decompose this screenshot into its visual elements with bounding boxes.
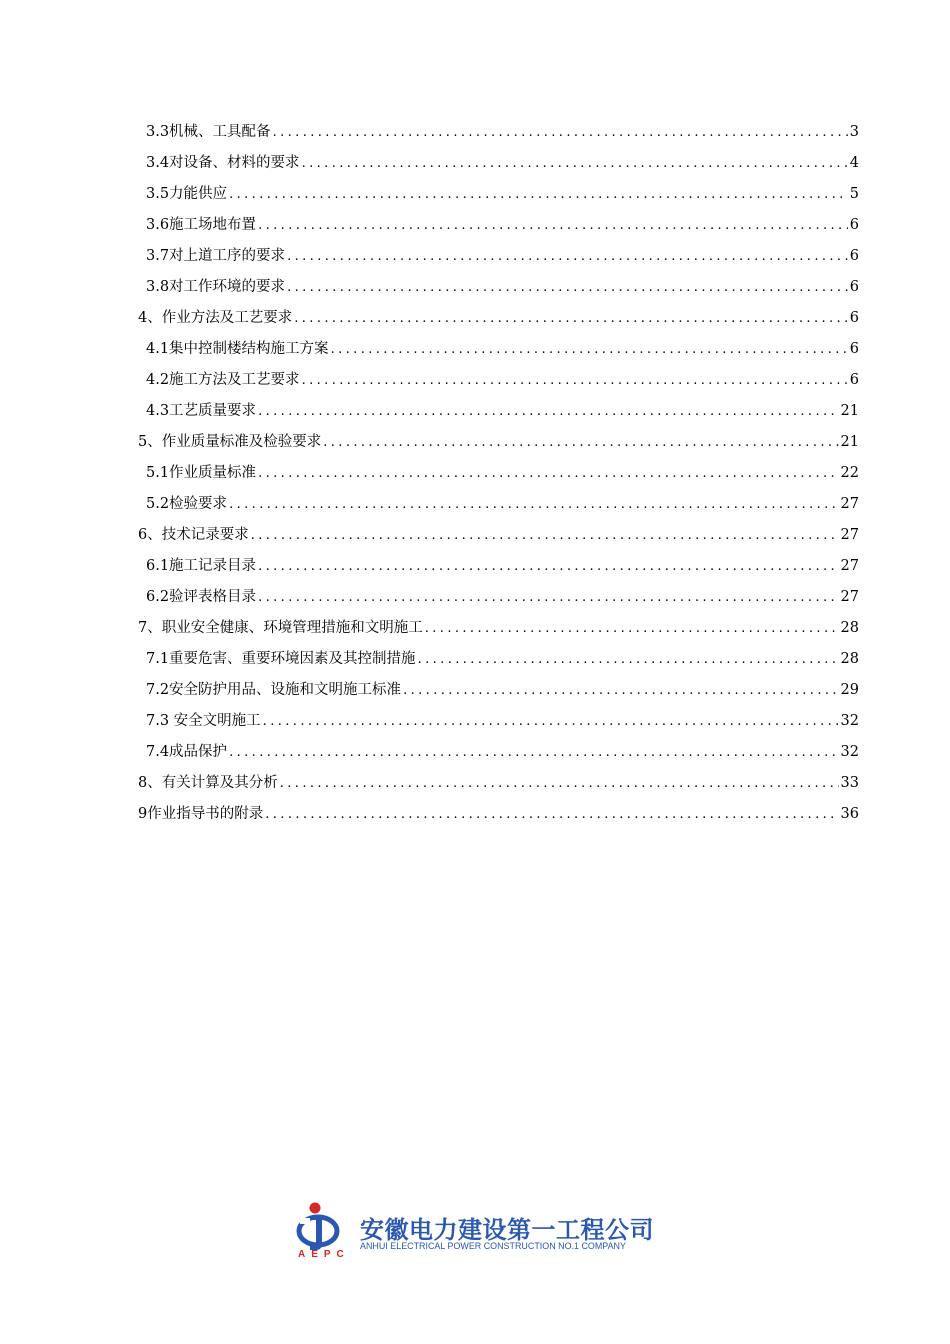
toc-entry-page: 27 — [840, 527, 859, 543]
toc-entry[interactable] — [146, 583, 859, 607]
toc-entry-label: 9作业指导书的附录 — [138, 806, 264, 822]
toc-entry[interactable] — [146, 459, 859, 483]
toc-entry-page: 27 — [840, 589, 859, 605]
toc-entry[interactable] — [138, 428, 859, 452]
toc-entry-page: 6 — [849, 372, 859, 388]
toc-entry-label: 7、职业安全健康、环境管理措施和文明施工 — [138, 620, 423, 636]
toc-entry[interactable] — [146, 707, 859, 731]
toc-entry-page: 33 — [840, 775, 859, 791]
toc-entry-label: 3.6施工场地布置 — [146, 217, 257, 233]
toc-entry-page: 6 — [849, 248, 859, 264]
toc-entry-page: 32 — [840, 744, 859, 760]
toc-entry[interactable] — [146, 211, 859, 235]
toc-leader-dots — [294, 310, 848, 328]
toc-entry[interactable] — [146, 738, 859, 762]
logo-abbreviation: AEPC — [298, 1249, 350, 1260]
toc-entry-label: 3.3机械、工具配备 — [146, 124, 271, 140]
toc-leader-dots — [229, 186, 848, 204]
toc-entry[interactable] — [146, 118, 859, 142]
toc-entry[interactable] — [146, 552, 859, 576]
toc-entry-page: 3 — [849, 124, 859, 140]
toc-entry-page: 28 — [840, 620, 859, 636]
toc-entry-page: 5 — [849, 186, 859, 202]
toc-entry[interactable] — [146, 397, 859, 421]
toc-entry[interactable] — [138, 614, 859, 638]
toc-entry[interactable] — [146, 676, 859, 700]
toc-entry-page: 4 — [849, 155, 859, 171]
toc-entry[interactable] — [146, 149, 859, 173]
toc-leader-dots — [323, 434, 838, 452]
toc-leader-dots — [403, 682, 838, 700]
toc-entry[interactable] — [146, 490, 859, 514]
toc-entry-label: 4.3工艺质量要求 — [146, 403, 257, 419]
toc-entry-page: 22 — [840, 465, 859, 481]
toc-entry-label: 4.2施工方法及工艺要求 — [146, 372, 300, 388]
toc-entry-page: 36 — [840, 806, 859, 822]
toc-entry-label: 5.2检验要求 — [146, 496, 228, 512]
toc-entry-label: 3.8对工作环境的要求 — [146, 279, 286, 295]
toc-entry-label: 6.1施工记录目录 — [146, 558, 257, 574]
toc-entry-label: 7.3 安全文明施工 — [146, 713, 261, 729]
toc-entry-label: 8、有关计算及其分析 — [138, 775, 278, 791]
toc-leader-dots — [302, 372, 848, 390]
toc-entry-page: 29 — [840, 682, 859, 698]
toc-entry[interactable] — [138, 800, 859, 824]
toc-leader-dots — [418, 651, 839, 669]
toc-entry-label: 7.2安全防护用品、设施和文明施工标准 — [146, 682, 402, 698]
toc-entry-label: 7.1重要危害、重要环境因素及其控制措施 — [146, 651, 416, 667]
toc-entry-page: 6 — [849, 341, 859, 357]
toc-entry-page: 27 — [840, 558, 859, 574]
toc-entry-label: 4、作业方法及工艺要求 — [138, 310, 293, 326]
toc-entry[interactable] — [146, 273, 859, 297]
toc-entry[interactable] — [138, 769, 859, 793]
toc-leader-dots — [287, 248, 848, 266]
toc-entry-label: 5、作业质量标准及检验要求 — [138, 434, 322, 450]
toc-leader-dots — [258, 403, 838, 421]
toc-entry-page: 6 — [849, 279, 859, 295]
toc-leader-dots — [258, 217, 848, 235]
toc-leader-dots — [229, 744, 838, 762]
toc-entry-label: 4.1集中控制楼结构施工方案 — [146, 341, 329, 357]
toc-entry[interactable] — [138, 304, 859, 328]
toc-entry-label: 6、技术记录要求 — [138, 527, 249, 543]
logo-company-name-en: ANHUI ELECTRICAL POWER CONSTRUCTION NO.1 COMPANY — [360, 1241, 626, 1252]
toc-leader-dots — [280, 775, 839, 793]
toc-entry[interactable] — [146, 180, 859, 204]
toc-entry-label: 7.4成品保护 — [146, 744, 228, 760]
company-logo — [296, 1200, 654, 1264]
toc-entry[interactable] — [146, 366, 859, 390]
toc-entry-label: 3.4对设备、材料的要求 — [146, 155, 300, 171]
toc-entry-page: 6 — [849, 217, 859, 233]
toc-entry-label: 6.2验评表格目录 — [146, 589, 257, 605]
toc-leader-dots — [258, 558, 838, 576]
toc-entry-page: 32 — [840, 713, 859, 729]
toc-entry[interactable] — [146, 645, 859, 669]
toc-leader-dots — [425, 620, 839, 638]
toc-leader-dots — [302, 155, 848, 173]
toc-entry-page: 28 — [840, 651, 859, 667]
toc-entry-page: 6 — [849, 310, 859, 326]
toc-entry[interactable] — [138, 521, 859, 545]
toc-entry-label: 3.7对上道工序的要求 — [146, 248, 286, 264]
toc-leader-dots — [263, 713, 839, 731]
toc-leader-dots — [331, 341, 848, 359]
toc-leader-dots — [265, 806, 838, 824]
toc-entry-page: 21 — [840, 403, 859, 419]
toc-leader-dots — [287, 279, 848, 297]
toc-leader-dots — [273, 124, 848, 142]
toc-leader-dots — [258, 589, 838, 607]
logo-company-name-cn: 安徽电力建设第一工程公司 — [360, 1216, 654, 1244]
toc-entry[interactable] — [146, 335, 859, 359]
toc-leader-dots — [251, 527, 839, 545]
toc-entry-page: 27 — [840, 496, 859, 512]
toc-entry-label: 3.5力能供应 — [146, 186, 228, 202]
toc-leader-dots — [229, 496, 838, 514]
toc-leader-dots — [258, 465, 838, 483]
toc-entry-label: 5.1作业质量标准 — [146, 465, 257, 481]
toc-entry[interactable] — [146, 242, 859, 266]
toc-entry-page: 21 — [840, 434, 859, 450]
